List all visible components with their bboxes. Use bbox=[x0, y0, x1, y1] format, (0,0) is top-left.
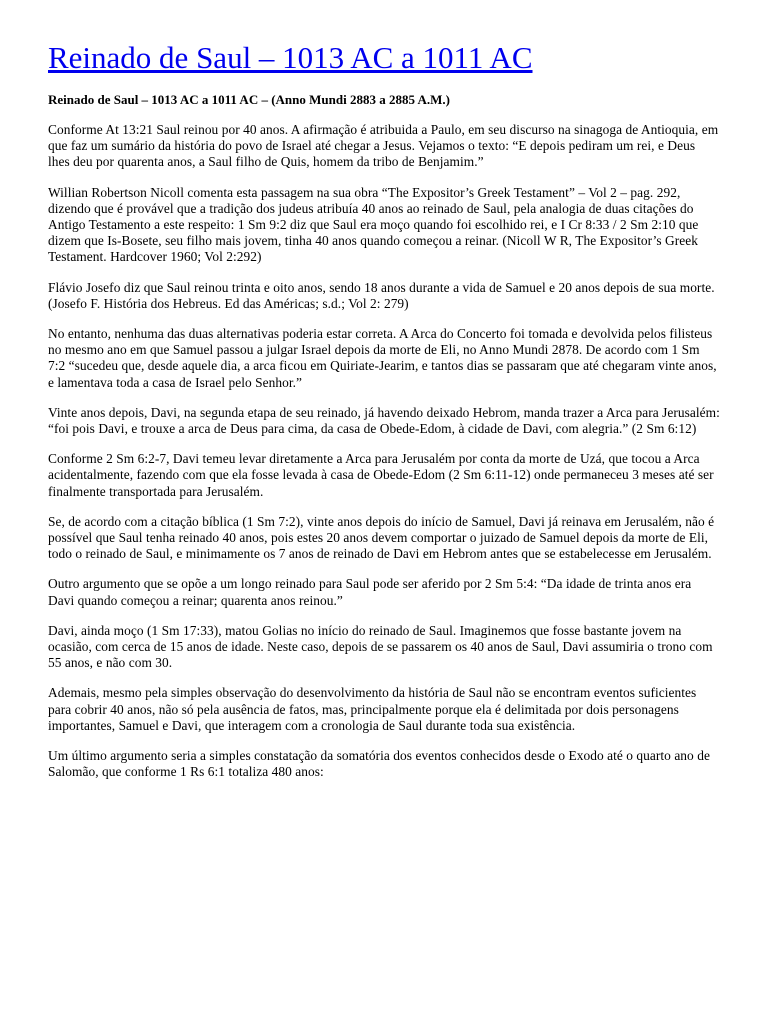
page-title bbox=[48, 38, 720, 78]
paragraph-3: Flávio Josefo diz que Saul reinou trinta e oito anos, sendo 18 anos durante a vida de Samuel e 20 anos depois de sua morte. (Josefo F. História dos Hebreus. Ed das Américas; s.d.; Vol 2: 279) bbox=[48, 279, 715, 311]
paragraph-9: Davi, ainda moço (1 Sm 17:33), matou Golias no início do reinado de Saul. Imaginemos que fosse bastante jovem na ocasião, com cerca de 15 anos de idade. Neste caso, depois de se passarem os 40 anos de Saul, Davi assumiria o trono com 55 anos, e não com 30. bbox=[48, 622, 713, 671]
paragraph-10: Ademais, mesmo pela simples observação do desenvolvimento da história de Saul não se encontram eventos suficientes para cobrir 40 anos, não só pela ausência de fatos, mas, principalmente porque ela é delimitada por dois personagens importantes, Samuel e Davi, que interagem com a cronologia de Saul durante toda sua existência. bbox=[48, 685, 697, 733]
title-link[interactable]: Reinado de Saul – 1013 AC a 1011 AC bbox=[48, 40, 533, 75]
paragraph-6: Conforme 2 Sm 6:2-7, Davi temeu levar diretamente a Arca para Jerusalém por conta da morte de Uzá, que tocou a Arca acidentalmente, fazendo com que ela fosse levada à casa de Obede-Edom (2 Sm 6:11-12) onde permaneceu 3 meses até ser finalmente transportada para Jerusalém. bbox=[48, 451, 714, 499]
paragraph-11: Um último argumento seria a simples constatação da somatória dos eventos conhecidos desde o Exodo até o quarto ano de Salomão, que conforme 1 Rs 6:1 totaliza 480 anos: bbox=[48, 748, 710, 780]
paragraph-1: Conforme At 13:21 Saul reinou por 40 anos. A afirmação é atribuida a Paulo, em seu discurso na sinagoga de Antioquia, em que faz um sumário da história do povo de Israel até chegar a Jesus. Vejamos o texto: “E depois pediram um rei, e Deus lhes deu por quarenta anos, a Saul filho de Quis, homem da tribo de Benjamim.” bbox=[48, 122, 719, 170]
paragraph-5: Vinte anos depois, Davi, na segunda etapa de seu reinado, já havendo deixado Hebrom, manda trazer a Arca para Jerusalém: “foi pois Davi, e trouxe a arca de Deus para cima, da casa de Obede-Edom, à cidade de Davi, com alegria.” (2 Sm 6:12) bbox=[48, 404, 720, 437]
paragraph-7: Se, de acordo com a citação bíblica (1 Sm 7:2), vinte anos depois do início de Samuel, Davi já reinava em Jerusalém, não é possível que Saul tenha reinado 40 anos, pois estes 20 anos devem comportar o juizado de Samuel depois da morte de Eli, todo o reinado de Saul, e minimamente os 7 anos de reinado de Davi em Hebrom antes que se estabelecesse em Jerusalém. bbox=[48, 513, 715, 562]
paragraph-8: Outro argumento que se opõe a um longo reinado para Saul pode ser aferido por 2 Sm 5:4: “Da idade de trinta anos era Davi quando começou a reinar; quarenta anos reinou.” bbox=[48, 576, 692, 608]
article-subtitle: Reinado de Saul – 1013 AC a 1011 AC – (Anno Mundi 2883 a 2885 A.M.) bbox=[48, 92, 450, 107]
paragraph-4: No entanto, nenhuma das duas alternativas poderia estar correta. A Arca do Concerto foi tomada e devolvida pelos filisteus no mesmo ano em que Samuel passou a julgar Israel depois da morte de Eli, no Anno Mundi 2878. De acordo com 1 Sm 7:2 “sucedeu que, desde aquele dia, a arca ficou em Quiriate-Jearim, e tantos dias se passaram que até chegaram vinte anos, e lamentava toda a casa de Israel pelo Senhor.” bbox=[48, 326, 717, 390]
paragraph-2: Willian Robertson Nicoll comenta esta passagem na sua obra “The Expositor’s Greek Testament” – Vol 2 – pag. 292, dizendo que é provável que a tradição dos judeus atribuía 40 anos ao reinado de Saul, pela analogia de duas citações do Antigo Testamento a este respeito: 1 Sm 9:2 diz que Saul era moço quando foi escolhido rei, e I Cr 8:33 / 2 Sm 2:10 que dizem que Is-Bosete, seu filho mais jovem, tinha 40 anos quando começou a reinar. (Nicoll W R, The Expositor’s Greek Testament. Hardcover 1960; Vol 2:292) bbox=[48, 184, 699, 265]
